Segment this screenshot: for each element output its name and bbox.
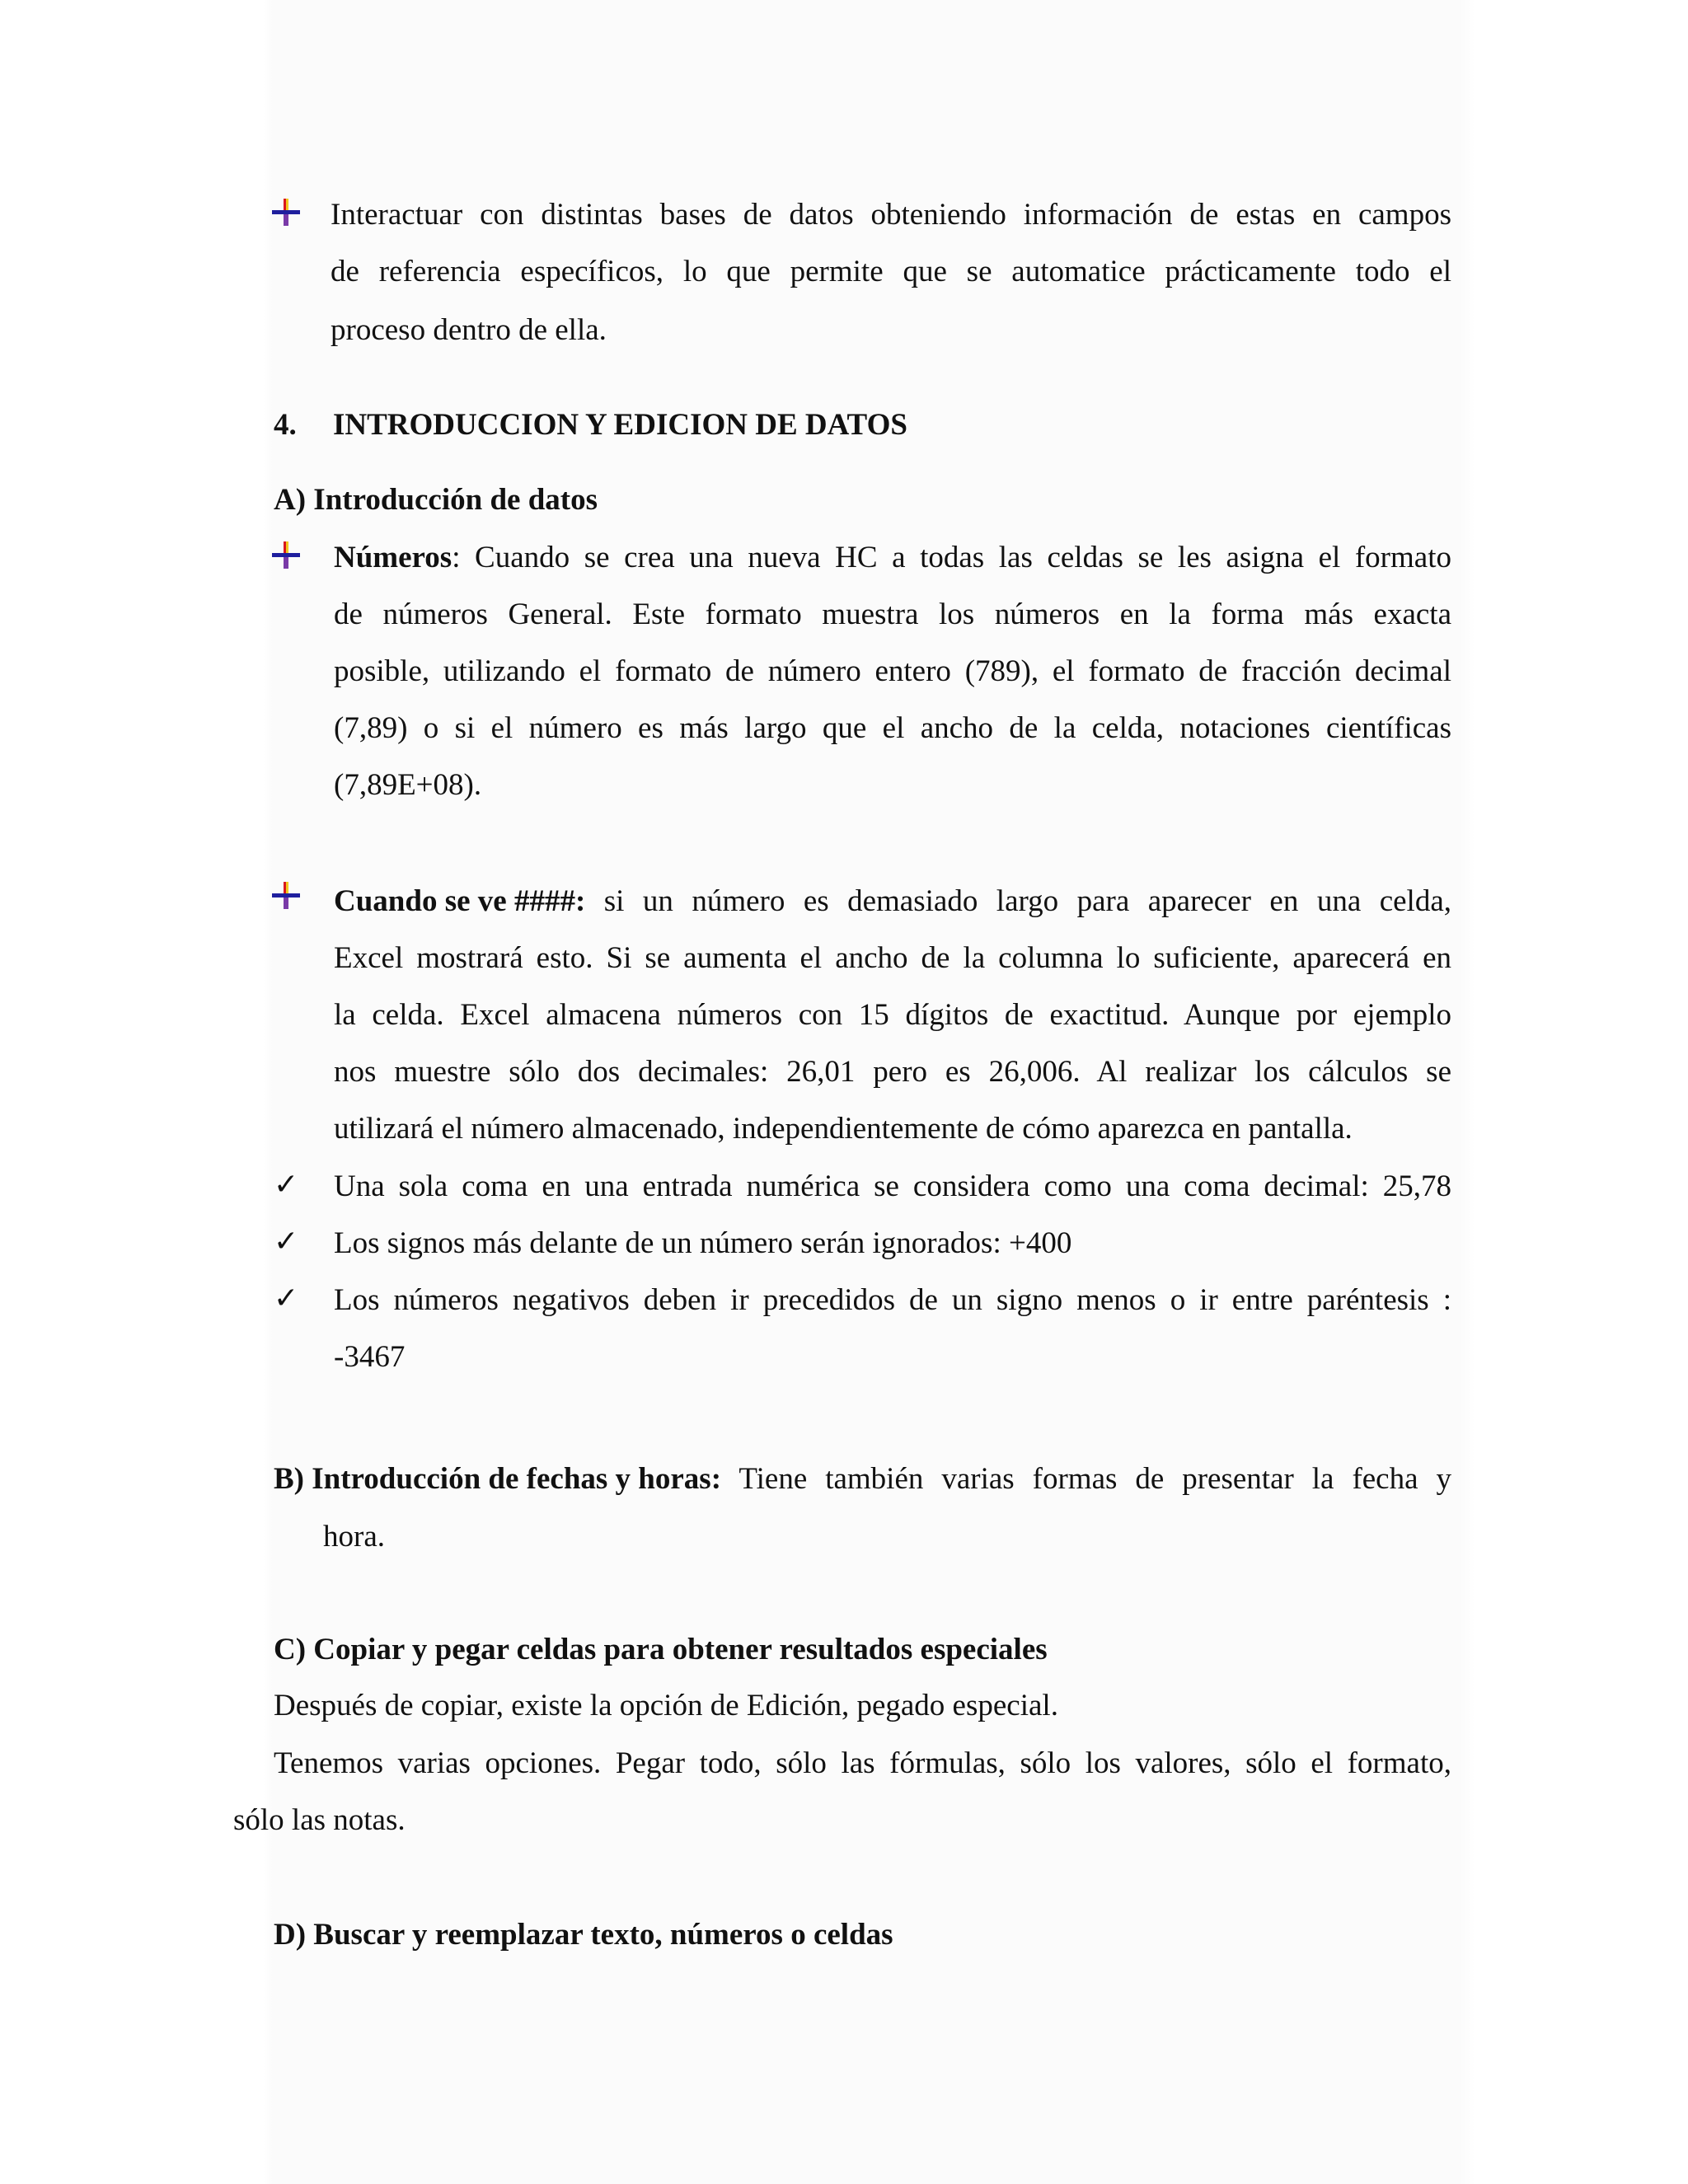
check-item-3: Los números negativos deben ir precedidos de un signo menos o ir entre paréntesis : [334, 1283, 1451, 1317]
subheading-a: A) Introducción de datos [274, 483, 598, 517]
numeros-term: Números [334, 541, 452, 574]
subheading-d: D) Buscar y reemplazar texto, números o celdas [274, 1918, 893, 1952]
check-item-3-cont: -3467 [334, 1340, 406, 1374]
cross-bullet-icon [272, 882, 300, 910]
subheading-c: C) Copiar y pegar celdas para obtener resultados especiales [274, 1633, 1048, 1666]
section-number: 4. [274, 408, 297, 442]
check-icon: ✓ [274, 1282, 299, 1315]
cuando-line-2: Excel mostrará esto. Si se aumenta el ancho de la columna lo suficiente, aparecerá en [334, 941, 1451, 975]
numeros-line-5: (7,89E+08). [334, 768, 482, 802]
paragraph-c1: Después de copiar, existe la opción de Edición, pegado especial. [274, 1689, 1058, 1722]
cuando-line-5: utilizará el número almacenado, independientemente de cómo aparezca en pantalla. [334, 1112, 1353, 1146]
check-item-1: Una sola coma en una entrada numérica se considera como una coma decimal: 25,78 [334, 1169, 1451, 1203]
subheading-b-text: Tiene también varias formas de presentar la fecha y [721, 1462, 1451, 1496]
subheading-b: B) Introducción de fechas y horas: [274, 1462, 722, 1496]
numeros-line-4: (7,89) o si el número es más largo que el ancho de la celda, notaciones científicas [334, 711, 1451, 745]
section-title: INTRODUCCION Y EDICION DE DATOS [333, 408, 907, 442]
bullet1-line-3: proceso dentro de ella. [331, 313, 607, 347]
check-icon: ✓ [274, 1225, 299, 1258]
numeros-line-1 [334, 542, 1451, 573]
check-item-2: Los signos más delante de un número serán ignorados: +400 [334, 1226, 1072, 1260]
bullet1-line-2: de referencia específicos, lo que permite que se automatice prácticamente todo el [331, 255, 1451, 288]
numeros-line-2: de números General. Este formato muestra los números en la forma más exacta [334, 598, 1451, 631]
numeros-text: : Cuando se crea una nueva HC a todas las celdas se les asigna el formato [452, 541, 1451, 574]
numeros-line-3: posible, utilizando el formato de número entero (789), el formato de fracción decimal [334, 654, 1451, 688]
cuando-line-4: nos muestre sólo dos decimales: 26,01 pero es 26,006. Al realizar los cálculos se [334, 1055, 1451, 1089]
subheading-b-line [274, 1464, 1451, 1494]
check-icon: ✓ [274, 1168, 299, 1202]
cross-bullet-icon [272, 199, 300, 227]
cuando-line-1 [334, 886, 1451, 916]
cuando-text: si un número es demasiado largo para aparecer en una celda, [585, 884, 1451, 918]
cuando-term: Cuando se ve ####: [334, 884, 586, 918]
subheading-b-cont: hora. [323, 1520, 385, 1554]
paragraph-c2: Tenemos varias opciones. Pegar todo, sólo las fórmulas, sólo los valores, sólo el formato, [274, 1746, 1451, 1780]
bullet1-line-1: Interactuar con distintas bases de datos obteniendo información de estas en campos [331, 198, 1451, 232]
paragraph-c2-cont: sólo las notas. [233, 1803, 406, 1837]
cuando-line-3: la celda. Excel almacena números con 15 dígitos de exactitud. Aunque por ejemplo [334, 998, 1451, 1032]
cross-bullet-icon [272, 541, 300, 569]
